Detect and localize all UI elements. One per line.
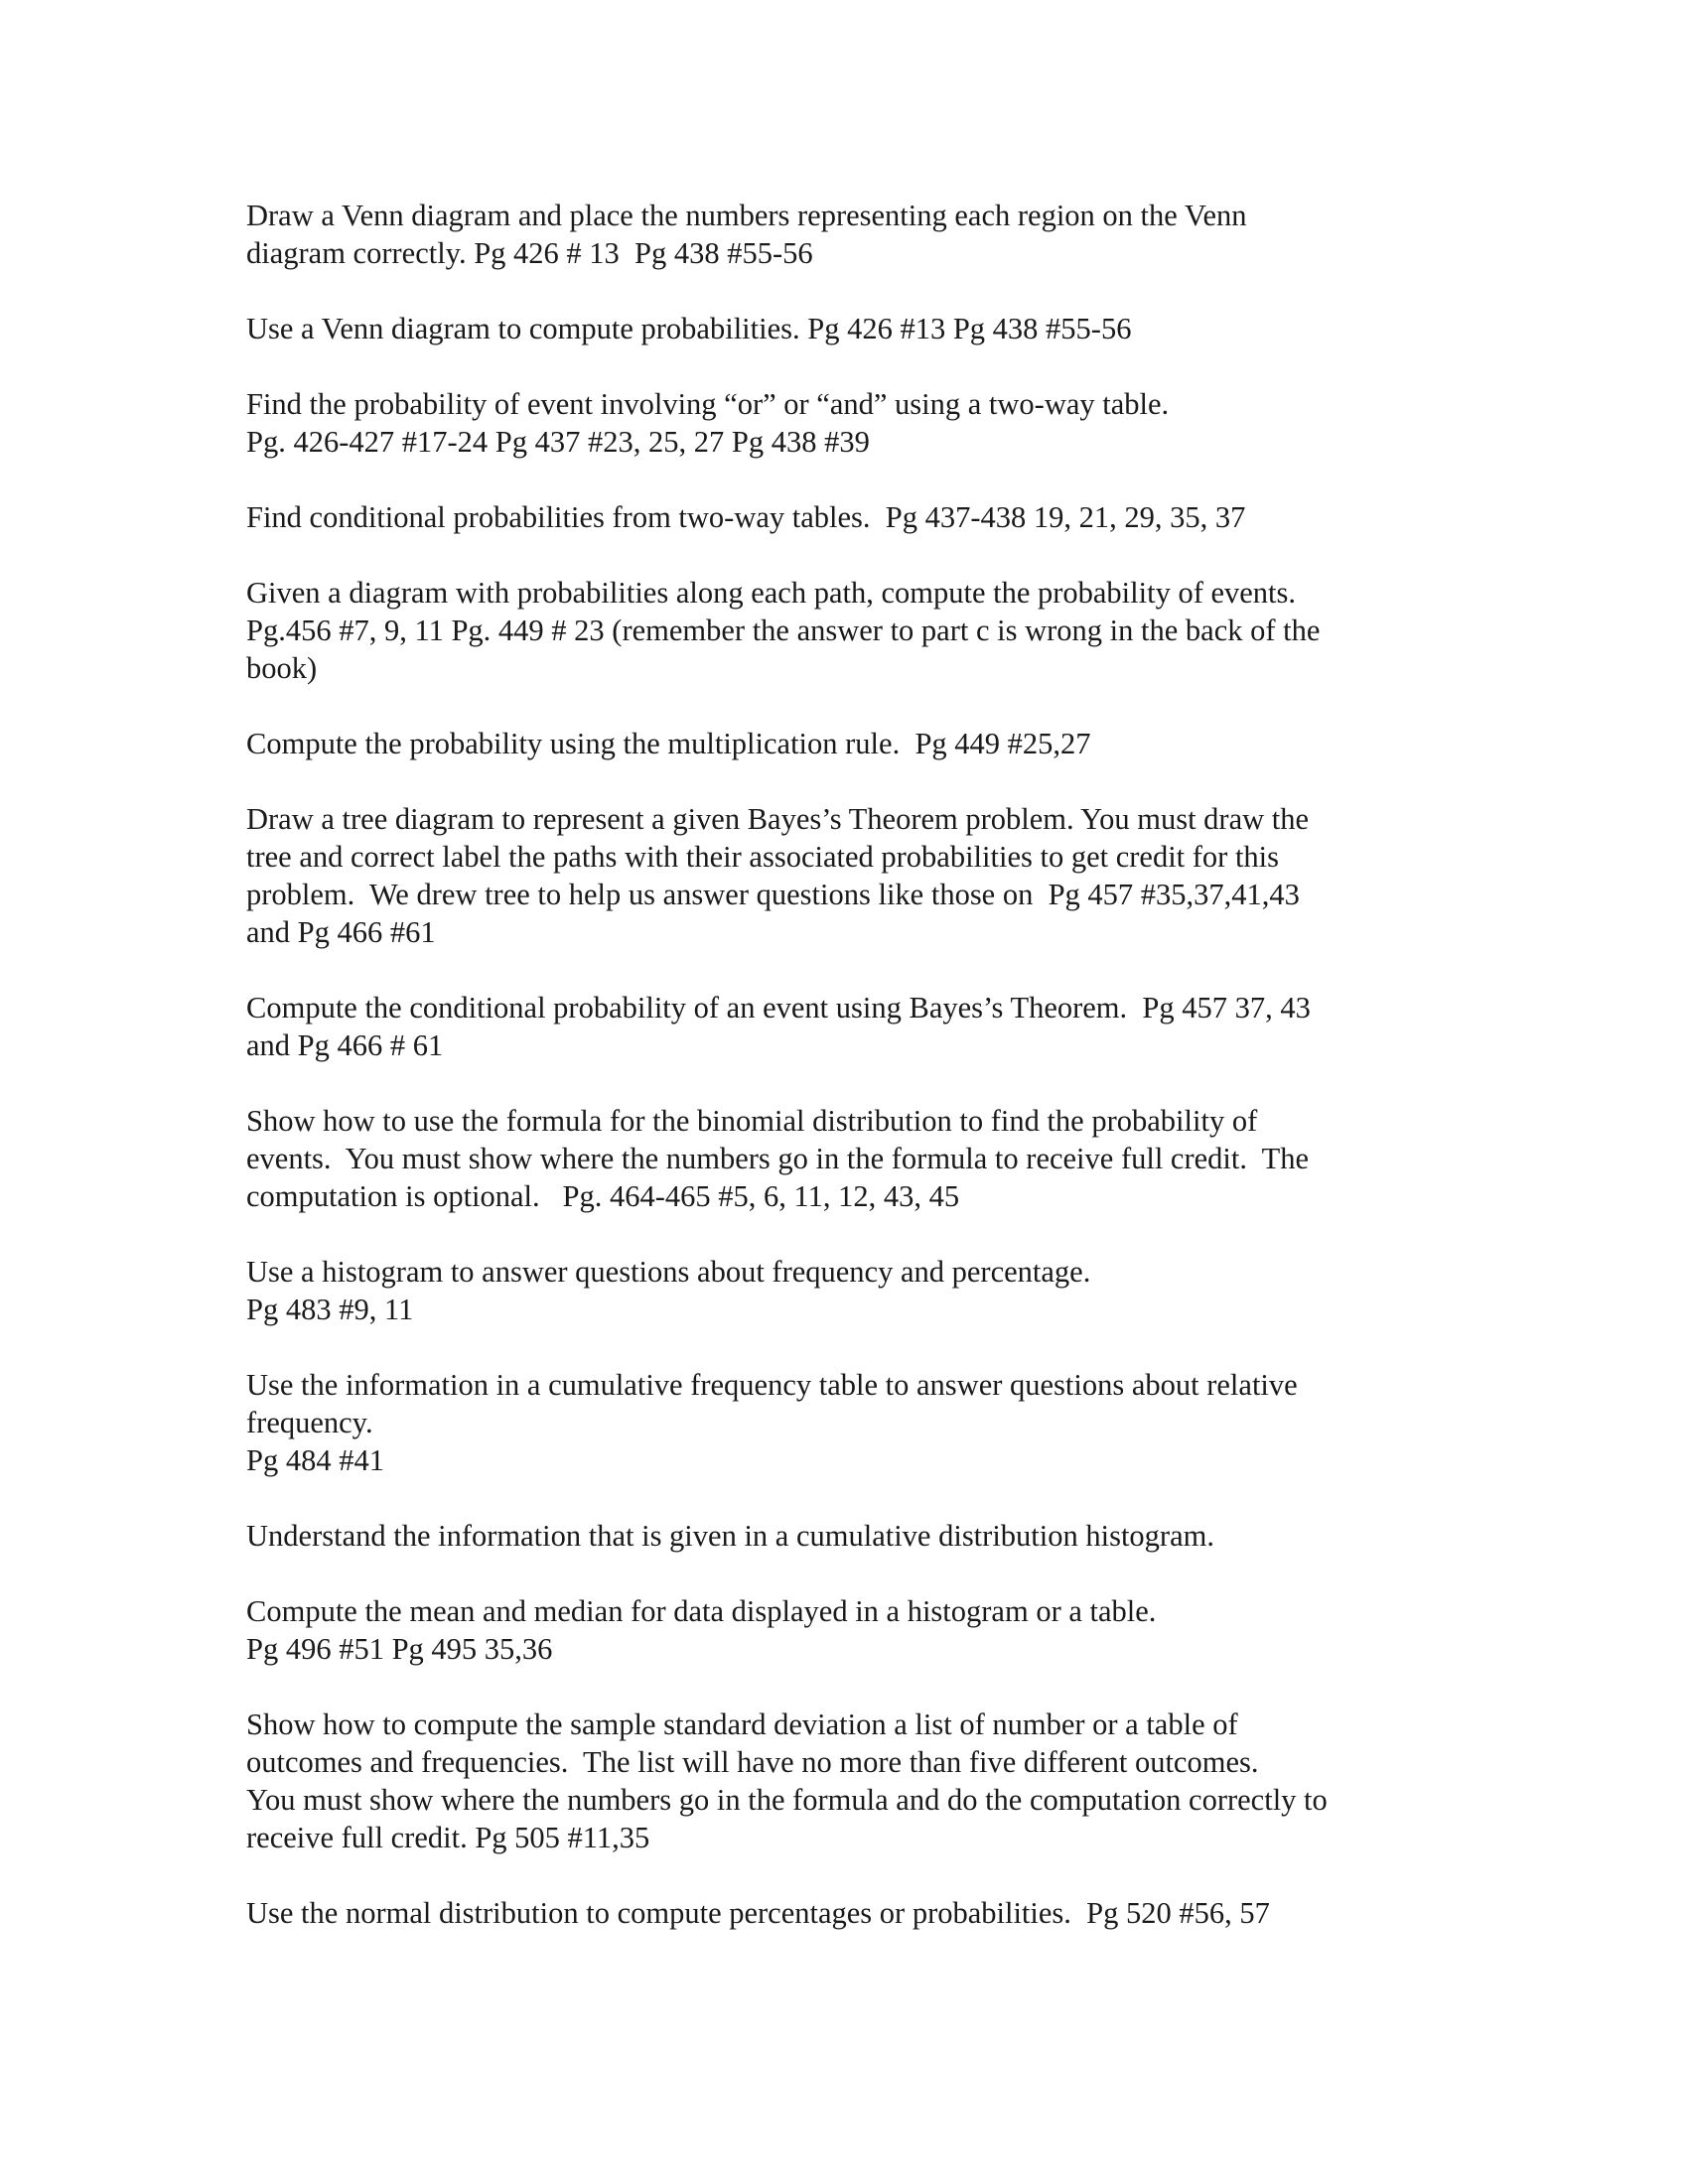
objective-text-line: Use the information in a cumulative frequency table to answer questions about relative xyxy=(246,1368,1298,1402)
objective-text-line: outcomes and frequencies. The list will have no more than five different outcomes. xyxy=(246,1745,1259,1779)
objective-item xyxy=(246,1253,1458,1328)
objective-text-line: Draw a Venn diagram and place the numbers representing each region on the Venn xyxy=(246,199,1247,232)
objective-text-line: tree and correct label the paths with their associated probabilities to get credit for this xyxy=(246,840,1280,874)
objective-text-line: Pg.456 #7, 9, 11 Pg. 449 # 23 (remember the answer to part c is wrong in the back of the xyxy=(246,614,1321,647)
objective-text-line: Compute the conditional probability of an event using Bayes’s Theorem. Pg 457 37, 43 xyxy=(246,991,1311,1024)
objective-text-line: Given a diagram with probabilities along each path, compute the probability of events. xyxy=(246,576,1297,610)
objective-item xyxy=(246,385,1458,461)
objective-text-line: Use the normal distribution to compute percentages or probabilities. Pg 520 #56, 57 xyxy=(246,1896,1270,1930)
objective-item xyxy=(246,1102,1458,1215)
objective-item xyxy=(246,725,1458,762)
objective-text-line: receive full credit. Pg 505 #11,35 xyxy=(246,1821,650,1854)
objective-text-line: Pg. 426-427 #17-24 Pg 437 #23, 25, 27 Pg 438 #39 xyxy=(246,425,870,459)
objective-item xyxy=(246,1894,1458,1932)
objective-text-line: Draw a tree diagram to represent a given Bayes’s Theorem problem. You must draw the xyxy=(246,802,1310,836)
objective-text-line: frequency. xyxy=(246,1406,373,1439)
objective-text-line: Pg 484 #41 xyxy=(246,1443,384,1477)
objective-item xyxy=(246,498,1458,536)
objective-text-line: Understand the information that is given in a cumulative distribution histogram. xyxy=(246,1519,1214,1553)
objective-text-line: Show how to compute the sample standard deviation a list of number or a table of xyxy=(246,1707,1238,1741)
objective-text-line: events. You must show where the numbers go in the formula to receive full credit. The xyxy=(246,1142,1310,1175)
objective-text-line: Pg 483 #9, 11 xyxy=(246,1293,414,1326)
objective-item xyxy=(246,1517,1458,1555)
objective-text-line: computation is optional. Pg. 464-465 #5, 6, 11, 12, 43, 45 xyxy=(246,1179,960,1213)
objective-item xyxy=(246,1592,1458,1668)
objective-text-line: book) xyxy=(246,651,318,685)
objective-item xyxy=(246,310,1458,347)
objective-item xyxy=(246,197,1458,272)
objective-text-line: and Pg 466 # 61 xyxy=(246,1028,444,1062)
objective-text-line: Show how to use the formula for the binomial distribution to find the probability of xyxy=(246,1104,1258,1138)
objective-text-line: Use a histogram to answer questions about frequency and percentage. xyxy=(246,1255,1091,1289)
objective-item xyxy=(246,800,1458,951)
objective-text-line: diagram correctly. Pg 426 # 13 Pg 438 #55-56 xyxy=(246,236,813,270)
objective-text-line: Compute the probability using the multiplication rule. Pg 449 #25,27 xyxy=(246,727,1091,760)
objective-item xyxy=(246,1366,1458,1479)
objective-item xyxy=(246,1706,1458,1856)
objective-text-line: Pg 496 #51 Pg 495 35,36 xyxy=(246,1632,553,1666)
objective-item xyxy=(246,574,1458,687)
objective-text-line: problem. We drew tree to help us answer questions like those on Pg 457 #35,37,41,43 xyxy=(246,878,1300,911)
objective-text-line: Find conditional probabilities from two-way tables. Pg 437-438 19, 21, 29, 35, 37 xyxy=(246,500,1246,534)
objective-text-line: You must show where the numbers go in the formula and do the computation correctly to xyxy=(246,1783,1328,1817)
objective-text-line: Find the probability of event involving “or” or “and” using a two-way table. xyxy=(246,387,1170,421)
objective-text-line: Compute the mean and median for data displayed in a histogram or a table. xyxy=(246,1594,1157,1628)
objectives-list xyxy=(246,197,1458,1970)
objective-text-line: and Pg 466 #61 xyxy=(246,915,436,949)
objective-item xyxy=(246,989,1458,1064)
objective-text-line: Use a Venn diagram to compute probabilities. Pg 426 #13 Pg 438 #55-56 xyxy=(246,312,1132,345)
